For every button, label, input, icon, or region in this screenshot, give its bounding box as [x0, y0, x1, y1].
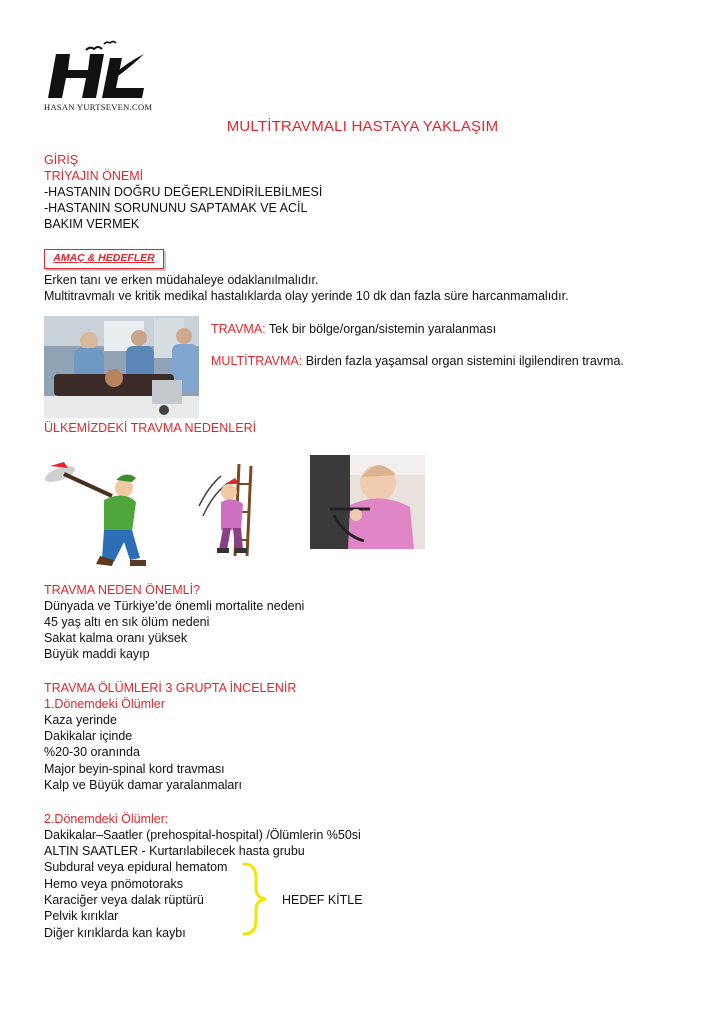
- travma-desc: Tek bir bölge/organ/sistemin yaralanması: [265, 322, 497, 336]
- emergency-room-photo: [44, 316, 199, 418]
- donem2-line: Pelvik kırıklar: [44, 909, 119, 923]
- onemli-line: Dünyada ve Türkiye’de önemli mortalite nedeni: [44, 599, 305, 613]
- site-logo: [44, 40, 154, 120]
- donem2-line: Dakikalar–Saatler (prehospital-hospital) /Ölümlerin %50si: [44, 828, 361, 842]
- hedef-kitle-label: HEDEF KİTLE: [282, 893, 363, 907]
- section-ulkemizdeki: ÜLKEMİZDEKİ TRAVMA NEDENLERİ: [44, 421, 257, 435]
- multitravma-term: MULTİTRAVMA:: [211, 354, 303, 368]
- onemli-line: Büyük maddi kayıp: [44, 647, 150, 661]
- travma-term: TRAVMA:: [211, 322, 266, 336]
- baby-photo: [310, 455, 425, 549]
- multitravma-definition: [211, 353, 624, 369]
- donem2-line: Diğer kırıklarda kan kaybı: [44, 926, 186, 940]
- donem1-line: Kaza yerinde: [44, 713, 117, 727]
- section-olumler: TRAVMA ÖLÜMLERİ 3 GRUPTA İNCELENİR: [44, 681, 297, 695]
- amac-hedefler-label: AMAÇ & HEDEFLER: [53, 252, 155, 264]
- hunter-clipart: [42, 456, 160, 568]
- amac-line: Multitravmalı ve kritik medikal hastalıklarda olay yerinde 10 dk dan fazla süre harcanmamalıdır.: [44, 289, 569, 303]
- intro-line: -HASTANIN SORUNUNU SAPTAMAK VE ACİL: [44, 201, 308, 215]
- donem1-line: Kalp ve Büyük damar yaralanmaları: [44, 778, 243, 792]
- page-title: MULTİTRAVMALI HASTAYA YAKLAŞIM: [226, 118, 499, 135]
- ladder-climber-clipart: [195, 462, 265, 558]
- section-neden-onemli: TRAVMA NEDEN ÖNEMLİ?: [44, 583, 201, 597]
- multitravma-desc: Birden fazla yaşamsal organ sistemini ilgilendiren travma.: [302, 354, 624, 368]
- donem2-heading: 2.Dönemdeki Ölümler:: [44, 812, 169, 826]
- amac-line: Erken tanı ve erken müdahaleye odaklanılmalıdır.: [44, 273, 319, 287]
- section-giris: GİRİŞ: [44, 153, 79, 167]
- donem2-line: Karaciğer veya dalak rüptürü: [44, 893, 204, 907]
- donem2-line: Hemo veya pnömotoraks: [44, 877, 183, 891]
- onemli-line: Sakat kalma oranı yüksek: [44, 631, 188, 645]
- logo-text: HASAN YURTSEVEN.COM: [44, 102, 153, 112]
- logo-hl-icon: [44, 40, 154, 102]
- travma-definition: [211, 321, 496, 337]
- onemli-line: 45 yaş altı en sık ölüm nedeni: [44, 615, 210, 629]
- section-triyaj: TRİYAJIN ÖNEMİ: [44, 169, 144, 183]
- intro-line: -HASTANIN DOĞRU DEĞERLENDİRİLEBİLMESİ: [44, 185, 323, 199]
- donem1-line: %20-30 oranında: [44, 745, 140, 759]
- donem1-line: Major beyin-spinal kord travması: [44, 762, 225, 776]
- donem2-line: ALTIN SAATLER - Kurtarılabilecek hasta grubu: [44, 844, 305, 858]
- right-brace-icon: [240, 862, 270, 936]
- donem1-heading: 1.Dönemdeki Ölümler: [44, 697, 165, 711]
- donem1-line: Dakikalar içinde: [44, 729, 133, 743]
- donem2-line: Subdural veya epidural hematom: [44, 860, 228, 874]
- intro-line: BAKIM VERMEK: [44, 217, 140, 231]
- amac-hedefler-box: [44, 249, 164, 269]
